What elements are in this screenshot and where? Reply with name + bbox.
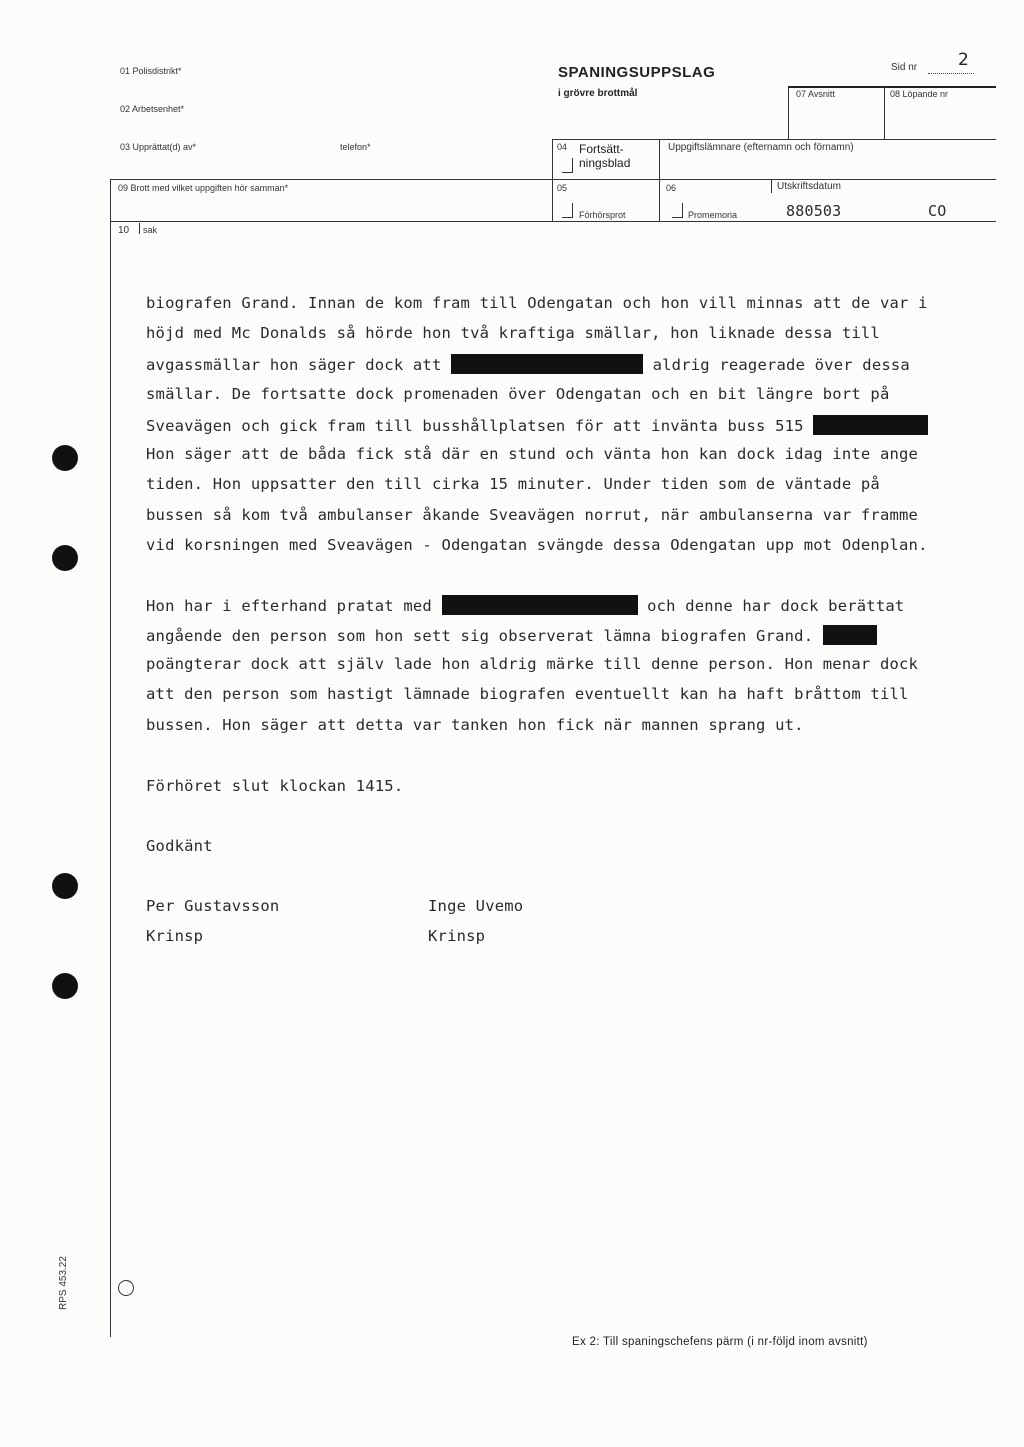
binder-ring-mark (118, 1280, 134, 1296)
left-margin-line (110, 180, 111, 1337)
field-01-label: 01 Polisdistrikt* (120, 66, 182, 76)
row-04-divider (659, 139, 660, 179)
field-06-text: Promemoria (688, 210, 738, 220)
form-subtitle: i grövre brottmål (558, 88, 638, 99)
row-09-top (110, 179, 996, 180)
p1-line-6: Hon säger att de båda fick stå där en stund och vänta hon kan dock idag inte ange (146, 445, 919, 463)
p1-line-5: Sveavägen och gick fram till busshållplatsen för att invänta buss 515 (146, 415, 928, 435)
form-title: SPANINGSUPPSLAG (558, 64, 716, 81)
redaction-3 (442, 595, 638, 615)
signature-2-title: Krinsp (428, 927, 486, 945)
box-07-top (788, 86, 996, 88)
page-number-label: Sid nr (891, 62, 918, 73)
punch-hole-3 (52, 873, 78, 899)
punch-hole-2 (52, 545, 78, 571)
signature-1-title: Krinsp (146, 927, 204, 945)
p1-line-4: smällar. De fortsatte dock promenaden över Odengatan och en bit längre bort på (146, 385, 890, 403)
field-04-text2: ningsblad (579, 156, 631, 170)
author-initials: CO (928, 202, 947, 220)
p2-line-4: att den person som hastigt lämnade biografen eventuellt kan ha haft bråttom till (146, 685, 909, 703)
field-08-label: 08 Löpande nr (890, 89, 949, 99)
interview-end: Förhöret slut klockan 1415. (146, 777, 404, 795)
signature-1-name: Per Gustavsson (146, 897, 280, 915)
row-04-left (552, 139, 553, 221)
field-03-label: 03 Upprättat(d) av* (120, 142, 197, 152)
field-07-label: 07 Avsnitt (796, 89, 835, 99)
field-04-text1: Fortsätt- (579, 142, 624, 156)
forhorsprot-checkbox[interactable] (562, 203, 573, 218)
row-10-top (110, 221, 996, 222)
field-10-label: sak (143, 225, 158, 235)
utskriftsdatum-value: 880503 (786, 202, 842, 220)
fortsattningsblad-checkbox[interactable] (562, 158, 573, 173)
field-05-text: Förhörsprot (579, 210, 626, 220)
p2-line-2: angående den person som hon sett sig observerat lämna biografen Grand. (146, 625, 877, 645)
field-05-number: 05 (557, 183, 568, 193)
punch-hole-1 (52, 445, 78, 471)
telefon-label: telefon* (340, 142, 371, 152)
page-number-value: 2 (958, 50, 969, 70)
field-04-number: 04 (557, 142, 568, 152)
p1-line-1: biografen Grand. Innan de kom fram till Odengatan och hon vill minnas att de var i (146, 294, 928, 312)
p2-line-1: Hon har i efterhand pratat med och denne har dock berättat (146, 597, 905, 615)
field-09-label: 09 Brott med vilket uppgiften hör samman* (118, 183, 289, 193)
redaction-4 (823, 625, 877, 645)
punch-hole-4 (52, 973, 78, 999)
field-06-number: 06 (666, 183, 677, 193)
utskriftsdatum-label: Utskriftsdatum (777, 181, 841, 192)
p1-line-9: vid korsningen med Sveavägen - Odengatan svängde dessa Odengatan upp mot Odenplan. (146, 536, 928, 554)
box-07-divider (884, 86, 885, 139)
page-number-dots (928, 73, 974, 74)
p2-line-5: bussen. Hon säger att detta var tanken hon fick när mannen sprang ut. (146, 716, 804, 734)
distribution-note: Ex 2: Till spaningschefens pärm (i nr-följd inom avsnitt) (572, 1336, 868, 1348)
redaction-1 (451, 354, 643, 374)
signature-2-name: Inge Uvemo (428, 897, 524, 915)
promemoria-checkbox[interactable] (672, 203, 683, 218)
row-05-divider (659, 179, 660, 221)
field-10-number: 10 (118, 225, 130, 236)
box-07-left (788, 86, 789, 139)
p1-line-8: bussen så kom två ambulanser åkande Sveavägen norrut, när ambulanserna var framme (146, 506, 919, 524)
field-10-divider (139, 223, 140, 234)
field-02-label: 02 Arbetsenhet* (120, 104, 185, 114)
utskrift-divider (771, 179, 772, 193)
uppgiftslamnare-label: Uppgiftslämnare (efternamn och förnamn) (668, 142, 854, 153)
redaction-2 (813, 415, 928, 435)
approved-text: Godkänt (146, 837, 213, 855)
p2-line-3: poängterar dock att själv lade hon aldrig märke till denne person. Hon menar dock (146, 655, 919, 673)
form-code: RPS 453.22 (58, 1256, 69, 1310)
p1-line-7: tiden. Hon uppsatter den till cirka 15 minuter. Under tiden som de väntade på (146, 475, 880, 493)
p1-line-2: höjd med Mc Donalds så hörde hon två kraftiga smällar, hon liknade dessa till (146, 324, 880, 342)
p1-line-3: avgassmällar hon säger dock att aldrig reagerade över dessa (146, 356, 910, 374)
row-04-top (552, 139, 996, 140)
